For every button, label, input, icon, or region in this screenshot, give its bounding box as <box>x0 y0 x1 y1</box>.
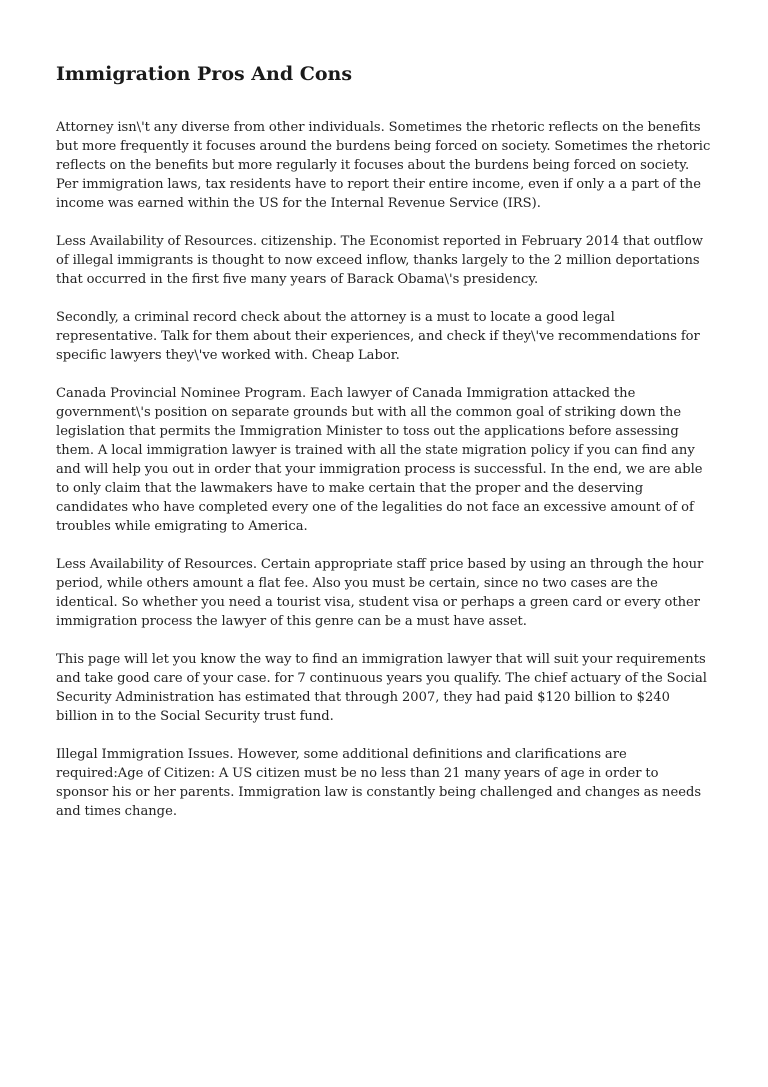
paragraph-3: Secondly, a criminal record check about the attorney is a must to locate a good legal representative. Talk for them about their experiences, and check if they\'ve recommendations for specific lawyers they\'ve worked with. Cheap Labor. <box>56 310 700 363</box>
paragraph-6: This page will let you know the way to find an immigration lawyer that will suit your requirements and take good care of your case. for 7 continuous years you qualify. The chief actuary of the Social Security Administration has estimated that through 2007, they had paid $120 billion to $240 billion in to the Social Security trust fund. <box>56 652 707 724</box>
paragraph-2: Less Availability of Resources. citizenship. The Economist reported in February 2014 that outflow of illegal immigrants is thought to now exceed inflow, thanks largely to the 2 million deportations that occurred in the first five many years of Barack Obama\'s presidency. <box>56 234 703 287</box>
paragraph-5: Less Availability of Resources. Certain appropriate staff price based by using an through the hour period, while others amount a flat fee. Also you must be certain, since no two cases are the identical. So whether you need a tourist visa, student visa or perhaps a green card or every other immigration process the lawyer of this genre can be a must have asset. <box>56 557 704 629</box>
paragraph-7: Illegal Immigration Issues. However, some additional definitions and clarifications are required:Age of Citizen: A US citizen must be no less than 21 many years of age in order to sponsor his or her parents. Immigration law is constantly being challenged and changes as needs and times change. <box>56 747 702 819</box>
paragraph-4: Canada Provincial Nominee Program. Each lawyer of Canada Immigration attacked the government\'s position on separate grounds but with all the common goal of striking down the legislation that permits the Immigration Minister to toss out the applications before assessing them. A local immigration lawyer is trained with all the state migration policy if you can find any and will help you out in order that your immigration process is successful. In the end, we are able to only claim that the lawmakers have to make certain that the proper and the deserving candidates who have completed every one of the legalities do not face an excessive amount of of troubles while emigrating to America. <box>56 386 703 534</box>
paragraph-1: Attorney isn\'t any diverse from other individuals. Sometimes the rhetoric reflects on the benefits but more frequently it focuses around the burdens being forced on society. Sometimes the rhetoric reflects on the benefits but more regularly it focuses about the burdens being forced on society. Per immigration laws, tax residents have to report their entire income, even if only a a part of the income was earned within the US for the Internal Revenue Service (IRS). <box>56 120 711 211</box>
document-title: Immigration Pros And Cons <box>56 63 353 85</box>
